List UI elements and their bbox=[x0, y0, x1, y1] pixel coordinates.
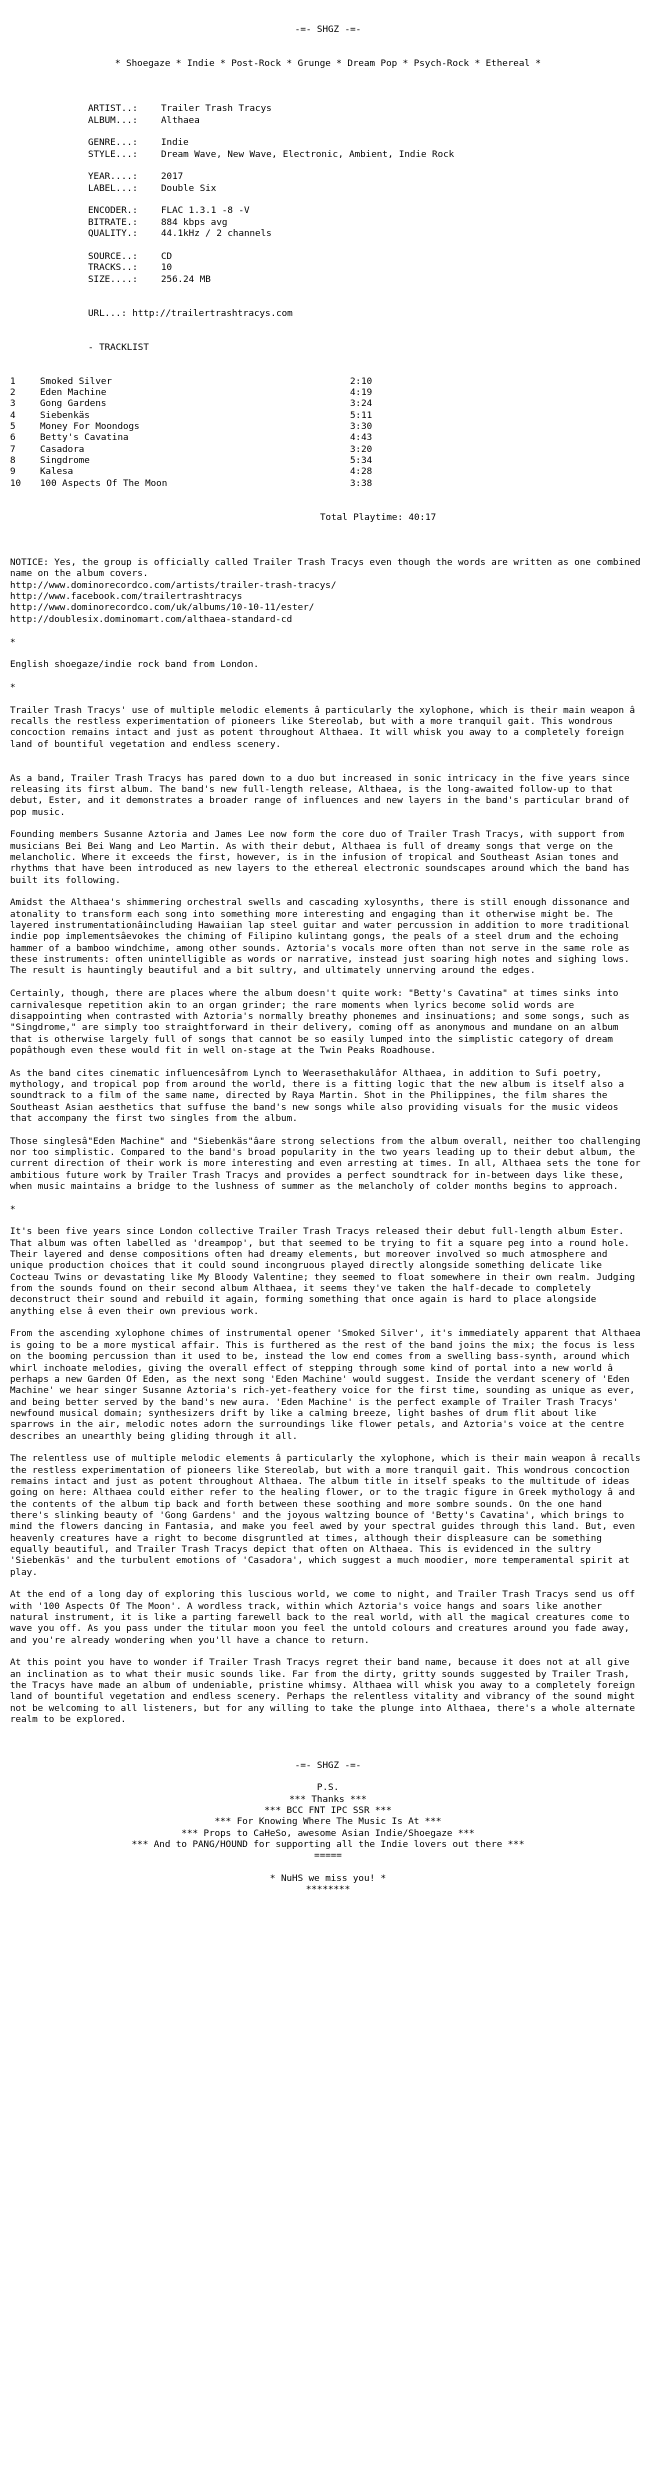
tagline: English shoegaze/indie rock band from London. bbox=[10, 659, 259, 671]
review-paragraph: Trailer Trash Tracys' use of multiple melodic elements â particularly the xylophone, which is their main weapon â recalls the restless experimentation of pioneers like Stereolab, but with a more tranquil gait. This wondrous concoction remains intact and just as potent throughout Althaea. It will whisk you away to a completely foreign land of bountiful vegetation and endless scenery. bbox=[10, 704, 641, 750]
review-paragraph: Amidst the Althaea's shimmering orchestral swells and cascading xylosynths, there is still enough dissonance and atonality to transform each song into something more interesting and engaging than it otherwise might be. The layered instrumentationâincluding Hawaiian lap steel guitar and water percussion in addition to more traditional indie pop implementsâevokes the chiming of Filipino kulintang gongs, the peals of a steel drum and the echoing hammer of a bamboo windchime, among other sounds. Aztoria's vocals more often than not serve in the same role as these instruments: often unintelligible as words or narrative, instead just soaring high notes and sighing lows. The result is hauntingly beautiful and a bit sultry, and ultimately unnerving around the edges. bbox=[10, 897, 636, 977]
track-number: 4 bbox=[10, 409, 16, 421]
external-link[interactable]: http://www.dominorecordco.com/uk/albums/10-10-11/ester/ bbox=[10, 602, 315, 614]
size-value: 256.24 MB bbox=[161, 273, 211, 285]
footer-line: *** Props to CaHeSo, awesome Asian Indie/Shoegaze *** bbox=[181, 1827, 475, 1839]
review-paragraph: From the ascending xylophone chimes of instrumental opener 'Smoked Silver', it's immediately apparent that Althaea is going to be a more mystical affair. This is furthered as the rest of the band joins the mix; the focus is less on the booming percussion than it used to be, instead the low end comes from a swelling bass-synth, around which whirl inchoate melodies, giving the overall effect of stepping through some kind of portal into a new world â perhaps a new Garden Of Eden, as the next song 'Eden Machine' would suggest. Inside the verdant scenery of 'Eden Machine' we hear singer Susanne Aztoria's rich-yet-feathery voice for the first time, sounding as unique as ever, and being better served by the band's new aura. 'Eden Machine' is the perfect example of Trailer Trash Tracys' newfound musical domain; synthesizers drift by like a calming breeze, light bashes of drum flit about like sparrows in the air, melodic notes adorn the surroundings like flower petals, and Aztoria's voice at the centre describes an unearthly being gliding through it all. bbox=[10, 1328, 647, 1442]
track-number: 3 bbox=[10, 398, 16, 410]
track-duration: 3:38 bbox=[350, 477, 373, 489]
track-duration: 5:34 bbox=[350, 455, 373, 467]
track-duration: 5:11 bbox=[350, 409, 373, 421]
review-paragraph: At the end of a long day of exploring this luscious world, we come to night, and Trailer Trash Tracys send us off with '100 Aspects Of The Moon'. A wordless track, within which Aztoria's voice hangs and soars like another natural instrument, it is like a parting farewell back to the real world, with all the magical creatures come to wave you off. As you pass under the titular moon you feel the untold colours and creatures around you fade away, and you're already wondering when you'll have a chance to return. bbox=[10, 1589, 641, 1646]
album-row: ALBUM...: Althaea bbox=[88, 114, 200, 126]
release-info bbox=[10, 103, 646, 353]
track-duration: 4:19 bbox=[350, 386, 373, 398]
track-number: 6 bbox=[10, 432, 16, 444]
track-title: 100 Aspects Of The Moon bbox=[40, 477, 168, 489]
track-number: 9 bbox=[10, 466, 16, 478]
review-paragraph: The relentless use of multiple melodic elements â particularly the xylophone, which is their main weapon â recalls the restless experimentation of pioneers like Stereolab, but with a more tranquil gait. This wondrous concoction remains intact and just as potent throughout Althaea. The album title in itself speaks to the multitude of ideas going on here: Althaea could either refer to the healing flower, or to the tragic figure in Greek mythology â and the contents of the album tip back and forth between these soothing and more sombre sounds. On the one hand there's slinking beauty of 'Gong Gardens' and the joyous waltzing bounce of 'Betty's Cavatina', which brings to mind the flowers dancing in Fantasia, and make you feel awed by your spectral guides through this land. But, even heavenly creatures have a right to become disgruntled at times, although their displeasure can be something equally beautiful, and Trailer Trash Tracys depict that often on Althaea. This is evidenced in the sultry 'Siebenkäs' and the turbulent emotions of 'Casadora', which suggest a much moodier, more temperamental spirit at play. bbox=[10, 1453, 647, 1578]
quality-value: 44.1kHz / 2 channels bbox=[161, 228, 272, 240]
url-row: URL...: http://trailertrashtracys.com bbox=[88, 307, 293, 319]
bitrate-row: BITRATE.: 884 kbps avg bbox=[88, 216, 228, 228]
album-value: Althaea bbox=[161, 114, 200, 126]
external-link[interactable]: http://www.facebook.com/trailertrashtracys bbox=[10, 591, 243, 603]
review-paragraph: As a band, Trailer Trash Tracys has pared down to a duo but increased in sonic intricacy in the five years since releasing its first album. The band's new full-length release, Althaea, is the long-awaited follow-up to that debut, Ester, and it demonstrates a broader range of influences and new layers in the band's particular brand of pop music. bbox=[10, 772, 636, 818]
track-row bbox=[10, 444, 646, 455]
source-row: SOURCE..: CD bbox=[88, 250, 173, 262]
review-paragraph: Certainly, though, there are places where the album doesn't quite work: "Betty's Cavatina" at times sinks into carnivalesque repetition akin to an organ grinder; the rare moments when lyrics become solid words are disappointing when contrasted with Aztoria's normally breathy phonemes and insinuations; and some songs, such as "Singdrome," are simply too straightforward in their delivery, coming off as anonymous and mundane on an album that is otherwise largely full of songs that cannot be so easily lumped into the simplistic category of dream popâthough even these would fit in well on-stage at the Twin Peaks Roadhouse. bbox=[10, 988, 636, 1056]
track-title: Kalesa bbox=[40, 466, 74, 478]
review-paragraph: It's been five years since London collective Trailer Trash Tracys released their debut full-length album Ester. That album was often labelled as 'dreampop', but that seemed to be trying to fit a square peg into a round hole. Their layered and dense compositions often had dreamy elements, but moreover involved so much atmosphere and unique production choices that it could sound incongruous played directly alongside something delicate like Cocteau Twins or devastating like My Bloody Valentine; they seemed to float somewhere in their own realm. Judging from the sounds found on their second album Althaea, it seems they've taken the half-decade to completely deconstruct their sound and rebuild it again, forming something that once again is hard to place alongside anything else â even their own previous work. bbox=[10, 1226, 641, 1317]
review-paragraph: Founding members Susanne Aztoria and James Lee now form the core duo of Trailer Trash Tracys, with support from musicians Bei Bei Wang and Leo Martin. As with their debut, Althaea is full of dreamy songs that verge on the melancholic. Where it exceeds the first, however, is in the infusion of tropical and Southeast Asian tones and rhythms that have been introduced as new layers to the ethereal electronic soundscapes around which the band has built its following. bbox=[10, 829, 636, 886]
track-row bbox=[10, 376, 646, 387]
footer-thanks: *** Thanks *** bbox=[289, 1793, 367, 1805]
footer-line: *** For Knowing Where The Music Is At *** bbox=[214, 1816, 442, 1828]
track-row bbox=[10, 387, 646, 398]
track-duration: 2:10 bbox=[350, 375, 373, 387]
track-row bbox=[10, 478, 646, 489]
track-row bbox=[10, 455, 646, 466]
label-row: LABEL...: Double Six bbox=[88, 182, 217, 194]
genre-banner: * Shoegaze * Indie * Post-Rock * Grunge * Dream Pop * Psych-Rock * Ethereal * bbox=[115, 58, 541, 70]
footer-ps: P.S. bbox=[316, 1782, 340, 1794]
artist-value: Trailer Trash Tracys bbox=[161, 103, 272, 115]
notice-text: NOTICE: Yes, the group is officially called Trailer Trash Tracys even though the words are written as one combined name on the album covers. bbox=[10, 557, 647, 580]
track-title: Smoked Silver bbox=[40, 375, 112, 387]
footer-nuhs: * NuHS we miss you! * bbox=[269, 1872, 387, 1884]
link-list bbox=[10, 580, 646, 625]
label-value: Double Six bbox=[161, 182, 217, 194]
bitrate-value: 884 kbps avg bbox=[161, 216, 228, 228]
external-link[interactable]: http://www.dominorecordco.com/artists/trailer-trash-tracys/ bbox=[10, 579, 337, 591]
tracks-value: 10 bbox=[161, 262, 173, 274]
track-duration: 3:24 bbox=[350, 398, 373, 410]
track-duration: 4:28 bbox=[350, 466, 373, 478]
style-row: STYLE...: Dream Wave, New Wave, Electronic, Ambient, Indie Rock bbox=[88, 148, 455, 160]
footer-group-banner: -=- SHGZ -=- bbox=[294, 1759, 362, 1771]
footer-line: *** And to PANG/HOUND for supporting all the Indie lovers out there *** bbox=[131, 1838, 525, 1850]
footer-divider: ===== bbox=[314, 1850, 342, 1862]
group-banner: -=- SHGZ -=- bbox=[294, 24, 362, 35]
track-number: 10 bbox=[10, 477, 22, 489]
track-duration: 4:43 bbox=[350, 432, 373, 444]
track-duration: 3:20 bbox=[350, 443, 373, 455]
review-paragraph: At this point you have to wonder if Trailer Trash Tracys regret their band name, because it does not at all give an inclination as to what their music sounds like. Far from the dirty, gritty sounds suggested by Trailer Trash, the Tracys have made an album of undeniable, pristine whimsy. Althaea will whisk you away to a completely foreign land of bountiful vegetation and endless scenery. Perhaps the relentless vitality and vibrancy of the sound might not be welcoming to all listeners, but for any willing to take the plunge into Althaea, there's a whole alternate realm to be explored. bbox=[10, 1657, 641, 1726]
separator-star: * bbox=[10, 636, 16, 648]
track-row bbox=[10, 421, 646, 432]
encoder-value: FLAC 1.3.1 -8 -V bbox=[161, 205, 250, 217]
official-url-link[interactable]: http://trailertrashtracys.com bbox=[132, 307, 293, 319]
artist-row: ARTIST..: Trailer Trash Tracys bbox=[88, 103, 272, 115]
year-value: 2017 bbox=[161, 171, 184, 183]
genre-row: GENRE...: Indie bbox=[88, 137, 189, 149]
year-row: YEAR....: 2017 bbox=[88, 171, 184, 183]
encoder-row: ENCODER.: FLAC 1.3.1 -8 -V bbox=[88, 205, 250, 217]
tracklist bbox=[10, 376, 646, 489]
track-title: Gong Gardens bbox=[40, 398, 107, 410]
external-link[interactable]: http://doublesix.dominomart.com/althaea-standard-cd bbox=[10, 613, 293, 625]
review-paragraph: As the band cites cinematic influencesâfrom Lynch to Weerasethakulâfor Althaea, in addition to Sufi poetry, mythology, and tropical pop from around the world, there is a fitting logic that the new album is itself also a soundtrack to a film of the same name, directed by Raya Martin. Shot in the Philippines, the film shares the Southeast Asian aesthetics that suffuse the band's new songs while also providing visuals for the music videos that accompany the first two singles from the album. bbox=[10, 1067, 630, 1124]
track-title: Siebenkäs bbox=[40, 409, 90, 421]
separator-star: * bbox=[10, 681, 16, 693]
track-number: 1 bbox=[10, 375, 16, 387]
track-title: Casadora bbox=[40, 443, 85, 455]
genre-value: Indie bbox=[161, 137, 189, 149]
tracks-row: TRACKS..: 10 bbox=[88, 262, 173, 274]
nfo-document bbox=[10, 0, 646, 1896]
track-duration: 3:30 bbox=[350, 421, 373, 432]
review-paragraph: Those singlesâ"Eden Machine" and "Siebenkäs"âare strong selections from the album overall, neither too challenging nor too simplistic. Compared to the band's broad popularity in the two years leading up to their debut album, the current direction of their work is more interesting and even arresting at times. In all, Althaea sets the tone for ambitious future work by Trailer Trash Tracys and provides a perfect soundtrack for in-between days like these, when music maintains a bridge to the lushness of summer as the melancholy of colder months begins to approach. bbox=[10, 1135, 647, 1192]
track-number: 7 bbox=[10, 443, 16, 455]
footer-stars: ******** bbox=[305, 1884, 351, 1896]
track-title: Singdrome bbox=[40, 455, 90, 467]
footer-bcc: *** BCC FNT IPC SSR *** bbox=[264, 1804, 392, 1816]
track-row bbox=[10, 410, 646, 421]
track-number: 2 bbox=[10, 386, 16, 398]
track-title: Money For Moondogs bbox=[40, 421, 140, 432]
style-value: Dream Wave, New Wave, Electronic, Ambient, Indie Rock bbox=[161, 148, 455, 160]
track-row bbox=[10, 432, 646, 443]
track-title: Betty's Cavatina bbox=[40, 432, 129, 444]
quality-row: QUALITY.: 44.1kHz / 2 channels bbox=[88, 228, 272, 240]
track-number: 8 bbox=[10, 455, 16, 467]
tracklist-heading: - TRACKLIST bbox=[88, 341, 149, 353]
size-row: SIZE....: 256.24 MB bbox=[88, 273, 211, 285]
separator-star: * bbox=[10, 1203, 16, 1215]
source-value: CD bbox=[161, 250, 173, 262]
track-row bbox=[10, 466, 646, 477]
track-row bbox=[10, 398, 646, 409]
total-playtime: Total Playtime: 40:17 bbox=[320, 511, 437, 523]
track-title: Eden Machine bbox=[40, 386, 107, 398]
track-number: 5 bbox=[10, 421, 16, 432]
